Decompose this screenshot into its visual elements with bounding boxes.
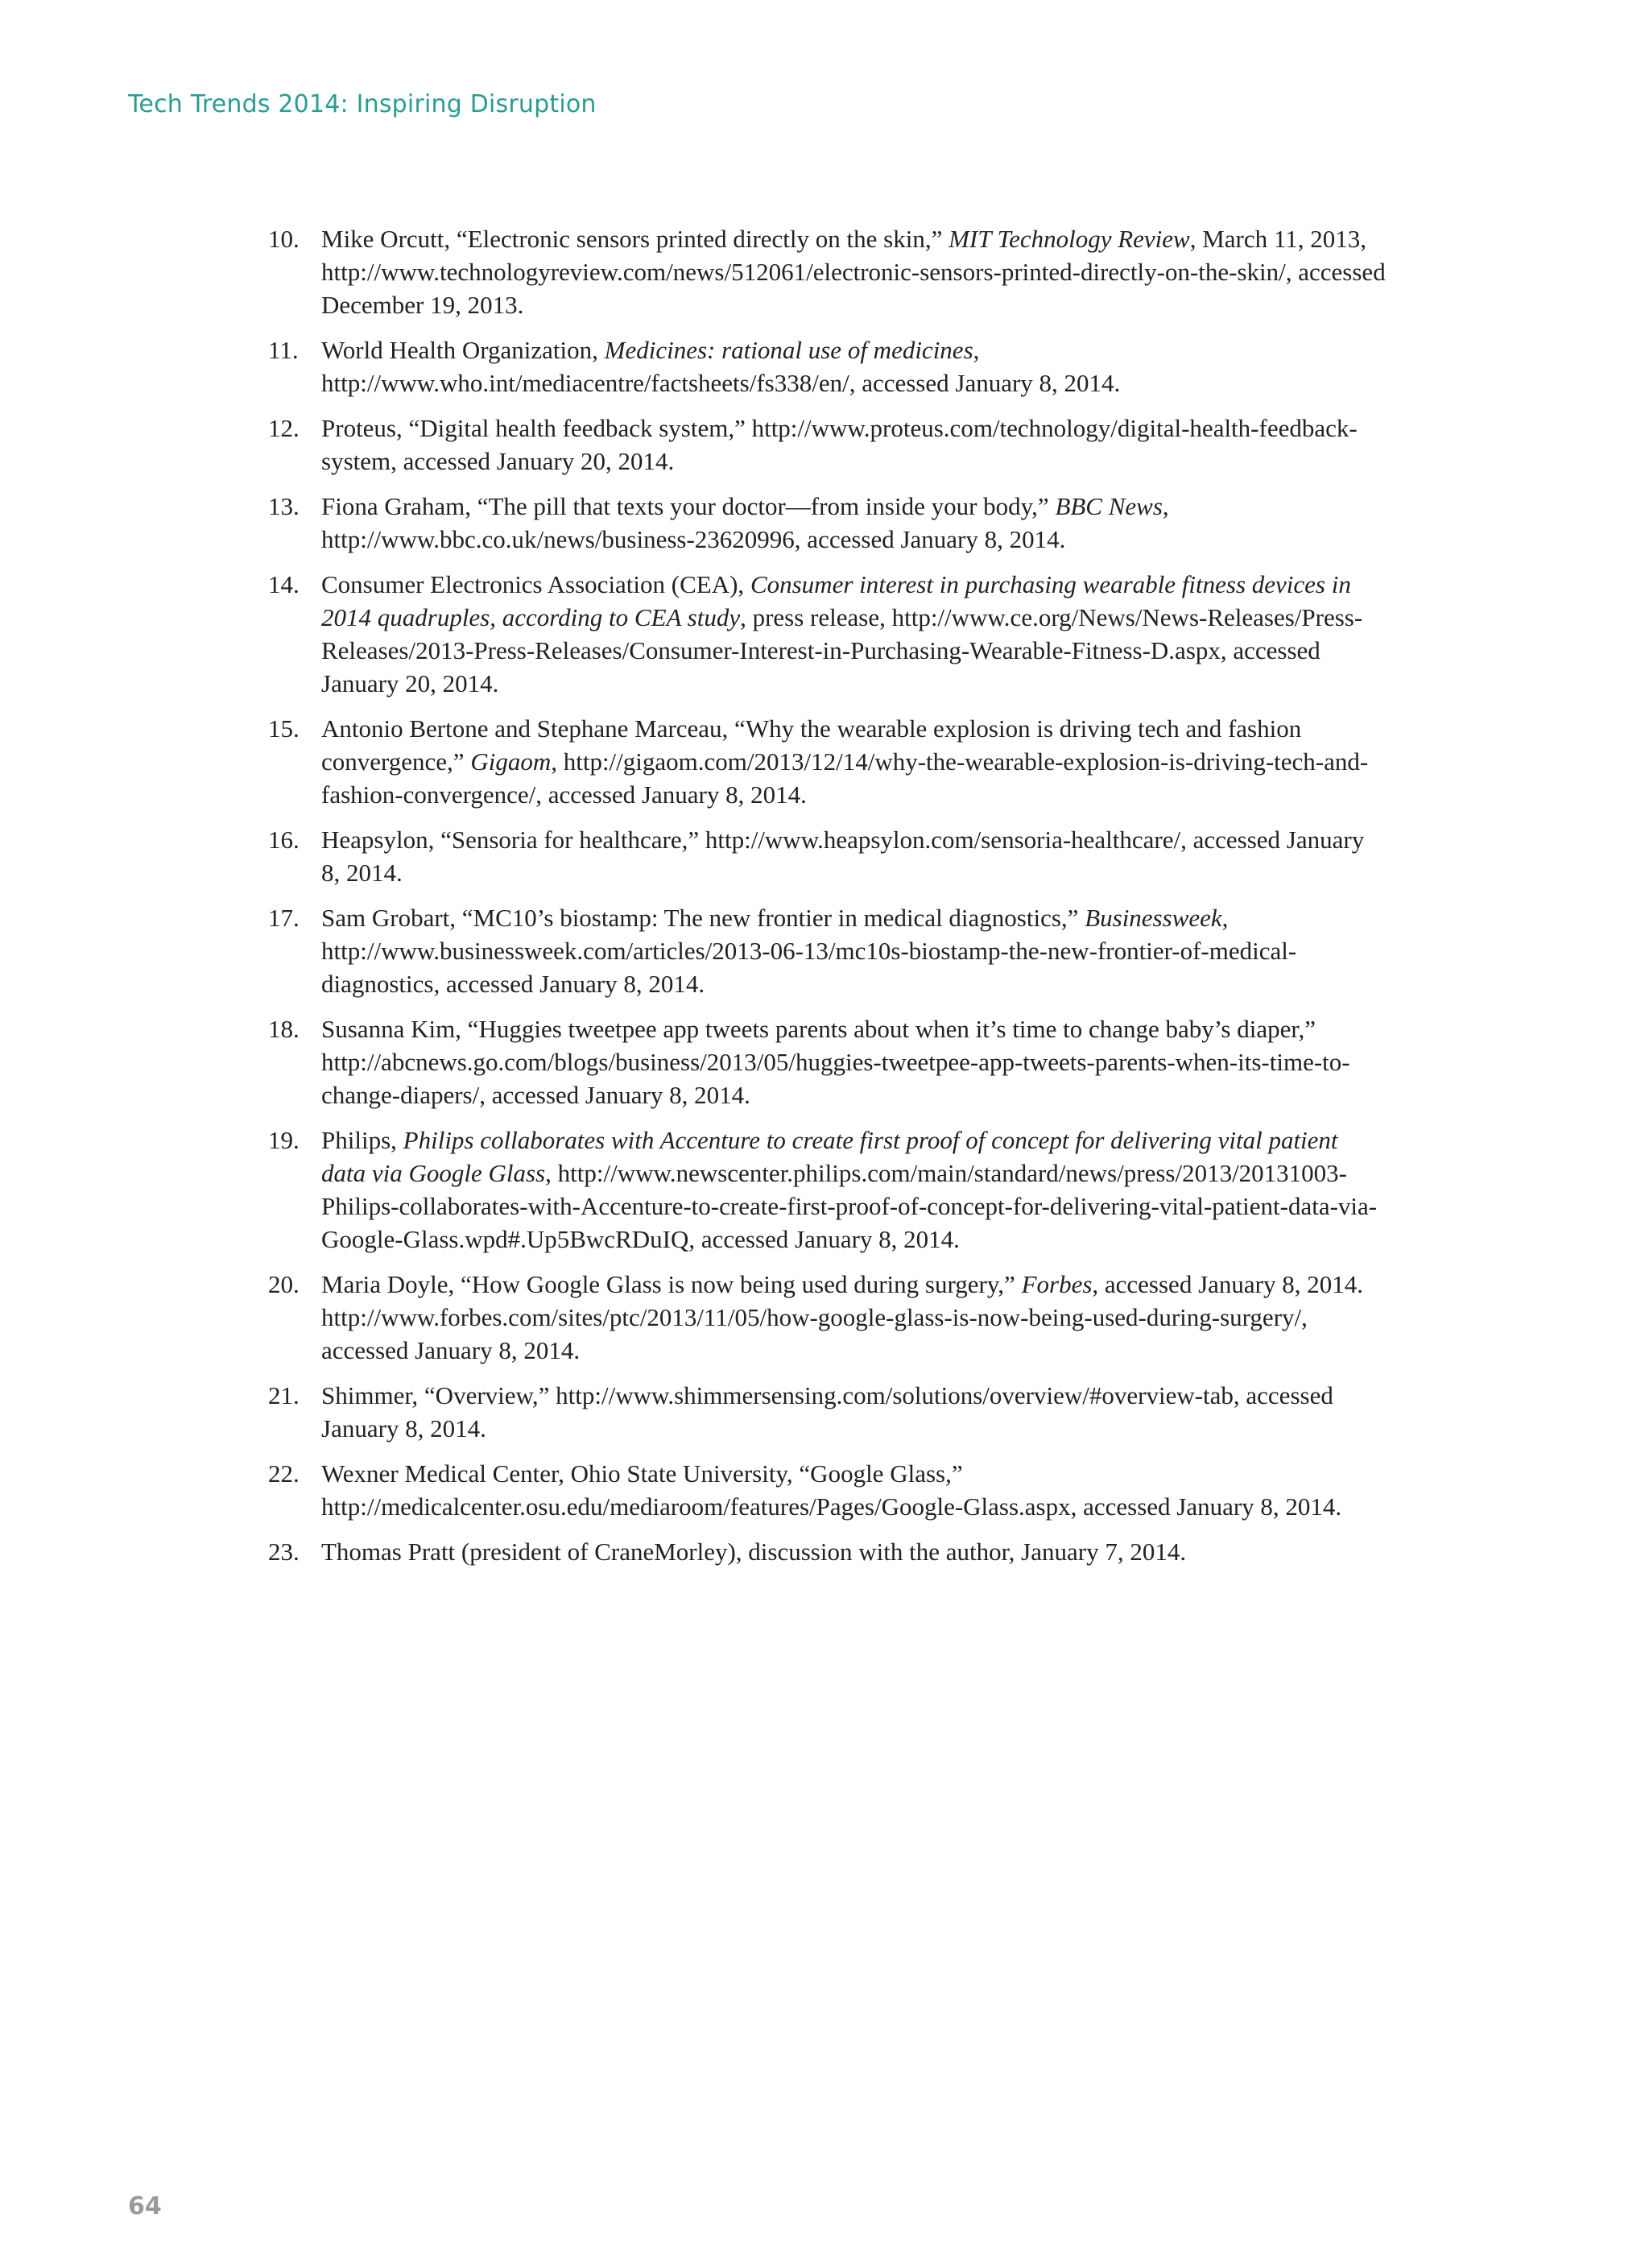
endnote-segment: Maria Doyle, “How Google Glass is now being used during surgery,”	[321, 1270, 1022, 1298]
endnote-segment: Antonio Bertone and Stephane Marceau, “Why the wearable explosion is driving tech and fashion convergence,”	[321, 714, 1302, 776]
endnote-text	[321, 1124, 1387, 1256]
endnote-italic-title: Consumer interest in purchasing wearable fitness devices in 2014 quadruples, according to CEA study	[321, 570, 1351, 631]
endnote-segment: , http://gigaom.com/2013/12/14/why-the-wearable-explosion-is-driving-tech-and-fashion-convergence/, accessed January 8, 2014.	[321, 747, 1369, 809]
endnote-number: 14.	[268, 570, 300, 598]
endnote-text	[321, 823, 1387, 889]
endnote-segment: , http://www.bbc.co.uk/news/business-23620996, accessed January 8, 2014.	[321, 492, 1169, 553]
endnote-text	[321, 1012, 1387, 1111]
endnote-item	[268, 1124, 1387, 1256]
endnote-text	[321, 1379, 1387, 1445]
endnote-segment: Sam Grobart, “MC10’s biostamp: The new frontier in medical diagnostics,”	[321, 904, 1085, 932]
endnote-text	[321, 1535, 1387, 1568]
endnote-number: 13.	[268, 492, 300, 520]
endnote-text	[321, 712, 1387, 811]
endnote-italic-title: BBC News	[1055, 492, 1163, 520]
endnote-segment: , press release, http://www.ce.org/News/News-Releases/Press-Releases/2013-Press-Releases/Consumer-Interest-in-Purchasing-Wearable-Fitness-D.aspx, accessed January 20, 2014.	[321, 603, 1363, 697]
endnote-segment: , http://www.who.int/mediacentre/factsheets/fs338/en/, accessed January 8, 2014.	[321, 336, 1121, 397]
endnote-item	[268, 1012, 1387, 1111]
endnote-segment: Susanna Kim, “Huggies tweetpee app tweets parents about when it’s time to change baby’s diaper,” http://abcnews.go.com/blogs/business/2013/05/huggies-tweetpee-app-tweets-parents-when-its-time-to-change-diapers/, accessed January 8, 2014.	[321, 1015, 1350, 1109]
endnote-number: 23.	[268, 1538, 300, 1566]
endnote-text	[321, 412, 1387, 478]
endnote-item	[268, 333, 1387, 399]
endnote-number: 21.	[268, 1381, 300, 1409]
endnote-segment: Fiona Graham, “The pill that texts your doctor—from inside your body,”	[321, 492, 1056, 520]
endnotes-list	[268, 222, 1387, 1580]
endnote-segment: World Health Organization,	[321, 336, 605, 364]
endnote-segment: , http://www.newscenter.philips.com/main/standard/news/press/2013/20131003-Philips-collaborates-with-Accenture-to-create-first-proof-of-concept-for-delivering-vital-patient-data-via-Google-Glass.wpd#.Up5BwcRDuIQ, accessed January 8, 2014.	[321, 1159, 1378, 1253]
endnote-item	[268, 222, 1387, 321]
endnote-item	[268, 1457, 1387, 1523]
endnote-number: 16.	[268, 826, 300, 854]
endnote-text	[321, 568, 1387, 700]
endnote-item	[268, 412, 1387, 478]
page-number: 64	[128, 2192, 162, 2220]
endnote-text	[321, 901, 1387, 1000]
endnote-segment: Thomas Pratt (president of CraneMorley), discussion with the author, January 7, 2014.	[321, 1538, 1187, 1566]
endnote-item	[268, 823, 1387, 889]
endnote-segment: Heapsylon, “Sensoria for healthcare,” http://www.heapsylon.com/sensoria-healthcare/, accessed January 8, 2014.	[321, 826, 1365, 887]
endnote-italic-title: Businessweek	[1085, 904, 1222, 932]
endnote-segment: , March 11, 2013, http://www.technologyreview.com/news/512061/electronic-sensors-printed-directly-on-the-skin/, accessed December 19, 2013.	[321, 225, 1386, 319]
endnote-italic-title: Gigaom	[470, 747, 552, 776]
endnote-italic-title: MIT Technology Review	[948, 225, 1190, 253]
endnote-item	[268, 1379, 1387, 1445]
endnote-italic-title: Forbes	[1021, 1270, 1093, 1298]
endnote-number: 18.	[268, 1015, 300, 1043]
endnote-segment: Proteus, “Digital health feedback system,” http://www.proteus.com/technology/digital-health-feedback-system, accessed January 20, 2014.	[321, 414, 1358, 475]
endnote-number: 15.	[268, 714, 300, 743]
endnote-item	[268, 490, 1387, 556]
endnote-item	[268, 1268, 1387, 1367]
endnote-text	[321, 1457, 1387, 1523]
endnote-segment: , accessed January 8, 2014. http://www.forbes.com/sites/ptc/2013/11/05/how-google-glass-is-now-being-used-during-surgery/, accessed January 8, 2014.	[321, 1270, 1363, 1364]
endnote-segment: Shimmer, “Overview,” http://www.shimmersensing.com/solutions/overview/#overview-tab, accessed January 8, 2014.	[321, 1381, 1333, 1442]
endnote-segment: , http://www.businessweek.com/articles/2013-06-13/mc10s-biostamp-the-new-frontier-of-medical-diagnostics, accessed January 8, 2014.	[321, 904, 1297, 998]
endnote-segment: Consumer Electronics Association (CEA),	[321, 570, 750, 598]
endnote-item	[268, 1535, 1387, 1568]
endnote-text	[321, 222, 1387, 321]
endnote-text	[321, 1268, 1387, 1367]
endnote-number: 20.	[268, 1270, 300, 1298]
endnote-italic-title: Medicines: rational use of medicines	[604, 336, 973, 364]
endnote-number: 11.	[268, 336, 299, 364]
endnote-text	[321, 490, 1387, 556]
endnote-segment: Mike Orcutt, “Electronic sensors printed directly on the skin,”	[321, 225, 949, 253]
endnote-segment: Philips,	[321, 1126, 403, 1154]
endnote-number: 12.	[268, 414, 300, 442]
endnote-item	[268, 901, 1387, 1000]
endnote-text	[321, 333, 1387, 399]
endnote-item	[268, 712, 1387, 811]
endnote-number: 19.	[268, 1126, 300, 1154]
endnote-number: 10.	[268, 225, 300, 253]
running-header-title: Tech Trends 2014: Inspiring Disruption	[128, 90, 597, 118]
endnote-number: 17.	[268, 904, 300, 932]
endnote-italic-title: Philips collaborates with Accenture to create first proof of concept for delivering vital patient data via Google Glass	[321, 1126, 1338, 1187]
endnote-number: 22.	[268, 1459, 300, 1488]
endnote-item	[268, 568, 1387, 700]
endnote-segment: Wexner Medical Center, Ohio State University, “Google Glass,” http://medicalcenter.osu.edu/mediaroom/features/Pages/Google-Glass.aspx, accessed January 8, 2014.	[321, 1459, 1342, 1521]
